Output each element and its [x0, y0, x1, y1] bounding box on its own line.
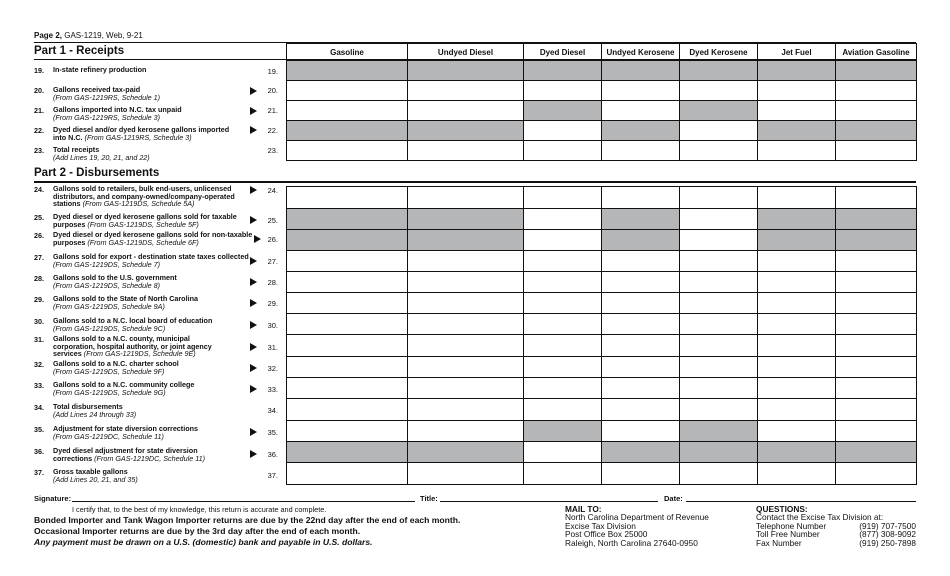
entry-cell[interactable] [524, 187, 602, 209]
arrow-icon [250, 87, 257, 95]
arrow-icon [250, 278, 257, 286]
title-field[interactable] [440, 501, 658, 502]
entry-cell[interactable] [287, 251, 408, 272]
table-row [287, 121, 917, 141]
entry-cell[interactable] [602, 314, 680, 335]
contact-line [756, 539, 916, 547]
entry-cell[interactable] [836, 314, 917, 335]
shaded-cell [287, 61, 408, 81]
arrow-icon [250, 257, 257, 265]
line-label: Dyed diesel adjustment for state diversion corrections [53, 446, 198, 463]
entry-cell[interactable] [602, 378, 680, 399]
page-header [34, 31, 143, 40]
line-label: Dyed diesel and/or dyed kerosene gallons imported into N.C. [53, 125, 230, 142]
entry-cell[interactable] [680, 230, 758, 251]
entry-cell[interactable] [680, 81, 758, 101]
shaded-cell [602, 230, 680, 251]
table-row [287, 81, 917, 101]
arrow-icon [250, 216, 257, 224]
entry-cell[interactable] [680, 251, 758, 272]
entry-cell[interactable] [524, 272, 602, 293]
entry-cell[interactable] [524, 399, 602, 421]
contact-value: (919) 250-7898 [859, 537, 916, 548]
entry-cell[interactable] [287, 357, 408, 378]
line-ref: 20. [267, 86, 278, 95]
entry-cell[interactable] [408, 378, 524, 399]
table-row [287, 463, 917, 485]
disbursements-grid [286, 186, 917, 485]
entry-cell[interactable] [524, 81, 602, 101]
line-number: 23. [34, 146, 44, 155]
page-label: Page 2, [34, 31, 63, 40]
entry-cell[interactable] [758, 101, 836, 121]
line-ref: 31. [267, 343, 278, 352]
shaded-cell [287, 442, 408, 463]
entry-cell[interactable] [680, 357, 758, 378]
line-ref: 28. [267, 278, 278, 287]
line-ref: 29. [267, 299, 278, 308]
line-label: Gallons sold to a N.C. community college [53, 380, 195, 389]
entry-cell[interactable] [836, 357, 917, 378]
line-source: (From GAS-1219DS, Schedule 5A) [82, 199, 195, 209]
entry-cell[interactable] [408, 399, 524, 421]
shaded-cell [408, 61, 524, 81]
entry-cell[interactable] [758, 399, 836, 421]
column-header: Undyed Diesel [408, 44, 524, 61]
line-number: 33. [34, 381, 44, 390]
entry-cell[interactable] [836, 251, 917, 272]
entry-cell[interactable] [836, 141, 917, 161]
table-row [287, 421, 917, 442]
entry-cell[interactable] [680, 187, 758, 209]
line-label: Dyed diesel or dyed kerosene gallons sold for non-taxable purposes [53, 230, 253, 247]
part1-title: Part 1 - Receipts [34, 45, 125, 57]
line-source: (From GAS-1219DS, Schedule 7) [53, 260, 161, 269]
part2-title: Part 2 - Disbursements [34, 167, 160, 179]
line-source: (From GAS-1219RS, Schedule 1) [53, 93, 161, 102]
arrow-icon [250, 450, 257, 458]
shaded-cell [758, 121, 836, 141]
shaded-cell [680, 442, 758, 463]
contact-label: Toll Free Number [756, 529, 820, 540]
line-number: 37. [34, 468, 44, 477]
entry-cell[interactable] [680, 378, 758, 399]
line-label: Gallons imported into N.C. tax unpaid [53, 105, 182, 114]
table-row [287, 442, 917, 463]
entry-cell[interactable] [602, 187, 680, 209]
line-ref: 34. [267, 406, 278, 415]
line-label: Gallons sold to the U.S. government [53, 273, 177, 282]
address-line: North Carolina Department of Revenue [565, 512, 709, 523]
line-ref: 19. [267, 67, 278, 76]
questions-intro: Contact the Excise Tax Division at: [756, 512, 884, 523]
entry-cell[interactable] [602, 335, 680, 357]
entry-cell[interactable] [287, 81, 408, 101]
entry-cell[interactable] [408, 251, 524, 272]
entry-cell[interactable] [524, 141, 602, 161]
contact-value: (877) 308-9092 [859, 529, 916, 540]
address-line: Raleigh, North Carolina 27640-0950 [565, 537, 698, 548]
entry-cell[interactable] [836, 293, 917, 314]
line-number: 26. [34, 231, 44, 240]
entry-cell[interactable] [680, 209, 758, 230]
entry-cell[interactable] [602, 141, 680, 161]
arrow-icon [250, 428, 257, 436]
line-label: Gallons sold to a N.C. charter school [53, 359, 179, 368]
line-ref: 26. [267, 235, 278, 244]
arrow-icon [250, 299, 257, 307]
line-ref: 24. [267, 186, 278, 195]
line-ref: 30. [267, 321, 278, 330]
line-ref: 25. [267, 216, 278, 225]
entry-cell[interactable] [524, 209, 602, 230]
entry-cell[interactable] [602, 463, 680, 485]
entry-cell[interactable] [408, 272, 524, 293]
entry-cell[interactable] [836, 187, 917, 209]
line-number: 27. [34, 253, 44, 262]
form-id: GAS-1219, Web, 9-21 [64, 31, 143, 40]
receipts-grid [286, 43, 917, 161]
line-number: 21. [34, 106, 44, 115]
entry-cell[interactable] [758, 81, 836, 101]
line-ref: 23. [267, 146, 278, 155]
line-label: Gallons sold to retailers, bulk end-users, unlicensed distributors, and company-owned/company-operated stations [53, 184, 235, 209]
entry-cell[interactable] [758, 421, 836, 442]
column-header: Dyed Diesel [524, 44, 602, 61]
divider [34, 181, 916, 183]
line-label: Gross taxable gallons [53, 467, 128, 476]
signature-label: Signature: [34, 494, 72, 503]
entry-cell[interactable] [524, 357, 602, 378]
entry-cell[interactable] [287, 335, 408, 357]
entry-cell[interactable] [287, 463, 408, 485]
line-label: Gallons sold to the State of North Carolina [53, 294, 198, 303]
line-label: Gallons sold to a N.C. county, municipal corporation, hospital authority, or joint agency services [53, 334, 212, 359]
table-row [287, 314, 917, 335]
table-row [287, 61, 917, 81]
column-header: Gasoline [287, 44, 408, 61]
entry-cell[interactable] [758, 314, 836, 335]
shaded-cell [680, 61, 758, 81]
table-row [287, 357, 917, 378]
entry-cell[interactable] [758, 187, 836, 209]
entry-cell[interactable] [602, 81, 680, 101]
shaded-cell [836, 230, 917, 251]
entry-cell[interactable] [408, 141, 524, 161]
table-row [287, 141, 917, 161]
line-number: 22. [34, 126, 44, 135]
line-number: 30. [34, 317, 44, 326]
arrow-icon [250, 186, 257, 194]
entry-cell[interactable] [758, 293, 836, 314]
signature-field[interactable] [72, 501, 415, 502]
column-header: Jet Fuel [758, 44, 836, 61]
shaded-cell [524, 101, 602, 121]
line-source: (From GAS-1219RS, Schedule 3) [53, 113, 161, 122]
entry-cell[interactable] [680, 399, 758, 421]
line-number: 34. [34, 403, 44, 412]
table-row [287, 251, 917, 272]
shaded-cell [408, 209, 524, 230]
line-label: Total receipts [53, 145, 100, 154]
entry-cell[interactable] [602, 251, 680, 272]
shaded-cell [758, 230, 836, 251]
mail-to-block [565, 505, 709, 547]
entry-cell[interactable] [408, 463, 524, 485]
entry-cell[interactable] [524, 335, 602, 357]
entry-cell[interactable] [602, 357, 680, 378]
line-ref: 36. [267, 450, 278, 459]
entry-cell[interactable] [758, 463, 836, 485]
table-row [287, 272, 917, 293]
line-ref: 33. [267, 385, 278, 394]
line-number: 28. [34, 274, 44, 283]
entry-cell[interactable] [680, 272, 758, 293]
shaded-cell [408, 442, 524, 463]
arrow-icon [250, 385, 257, 393]
shaded-cell [287, 121, 408, 141]
shaded-cell [524, 61, 602, 81]
entry-cell[interactable] [524, 314, 602, 335]
arrow-icon [250, 364, 257, 372]
shaded-cell [602, 442, 680, 463]
contact-value: (919) 707-7500 [859, 520, 916, 531]
table-row [287, 293, 917, 314]
line-source: (From GAS-1219RS, Schedule 3) [84, 133, 192, 142]
line-source: (From GAS-1219DS, Schedule 9F) [53, 367, 165, 376]
entry-cell[interactable] [602, 399, 680, 421]
note-line: Bonded Importer and Tank Wagon Importer returns are due by the 22nd day after the end of each month. [34, 515, 461, 525]
line-label: Gallons sold for export - destination state taxes collected [53, 252, 249, 261]
shaded-cell [602, 209, 680, 230]
line-source: (Add Lines 24 through 33) [53, 410, 137, 419]
line-source: (Add Lines 20, 21, and 35) [53, 475, 138, 484]
line-number: 19. [34, 66, 44, 75]
shaded-cell [758, 442, 836, 463]
column-header: Aviation Gasoline [836, 44, 917, 61]
entry-cell[interactable] [758, 272, 836, 293]
entry-cell[interactable] [836, 378, 917, 399]
entry-cell[interactable] [758, 357, 836, 378]
line-source: (Add Lines 19, 20, 21, and 22) [53, 153, 150, 162]
line-label: Dyed diesel or dyed kerosene gallons sold for taxable purposes [53, 212, 237, 229]
line-label: Gallons received tax-paid [53, 85, 141, 94]
shaded-cell [836, 121, 917, 141]
shaded-cell [408, 121, 524, 141]
entry-cell[interactable] [287, 421, 408, 442]
arrow-icon [250, 126, 257, 134]
line-number: 32. [34, 360, 44, 369]
questions-block [756, 505, 916, 547]
address-line: Post Office Box 25000 [565, 529, 648, 540]
shaded-cell [287, 209, 408, 230]
entry-cell[interactable] [758, 335, 836, 357]
column-header: Dyed Kerosene [680, 44, 758, 61]
line-source: (From GAS-1219DS, Schedule 5F) [87, 220, 199, 229]
shaded-cell [836, 61, 917, 81]
line-label: Gallons sold to a N.C. local board of education [53, 316, 213, 325]
entry-cell[interactable] [836, 399, 917, 421]
arrow-icon [250, 343, 257, 351]
entry-cell[interactable] [758, 378, 836, 399]
note-line: Any payment must be drawn on a U.S. (domestic) bank and payable in U.S. dollars. [34, 537, 373, 547]
entry-cell[interactable] [287, 187, 408, 209]
line-ref: 27. [267, 257, 278, 266]
entry-cell[interactable] [680, 293, 758, 314]
entry-cell[interactable] [408, 81, 524, 101]
entry-cell[interactable] [408, 101, 524, 121]
line-source: (From GAS-1219DS, Schedule 9C) [53, 324, 166, 333]
line-ref: 37. [267, 471, 278, 480]
entry-cell[interactable] [836, 101, 917, 121]
arrow-icon [254, 235, 261, 243]
line-source: (From GAS-1219DC, Schedule 11) [53, 432, 164, 441]
entry-cell[interactable] [287, 399, 408, 421]
table-row [287, 399, 917, 421]
shaded-cell [758, 61, 836, 81]
entry-cell[interactable] [524, 442, 602, 463]
filing-notes [34, 515, 460, 548]
entry-cell[interactable] [408, 314, 524, 335]
questions-heading: QUESTIONS: [756, 504, 808, 514]
entry-cell[interactable] [287, 272, 408, 293]
entry-cell[interactable] [524, 463, 602, 485]
entry-cell[interactable] [408, 335, 524, 357]
entry-cell[interactable] [408, 357, 524, 378]
line-label: Adjustment for state diversion corrections [53, 424, 198, 433]
entry-cell[interactable] [680, 314, 758, 335]
shaded-cell [602, 61, 680, 81]
line-source: (From GAS-1219DS, Schedule 9E) [83, 349, 196, 359]
entry-cell[interactable] [287, 141, 408, 161]
line-number: 36. [34, 447, 44, 456]
mail-to-heading: MAIL TO: [565, 504, 602, 514]
entry-cell[interactable] [524, 121, 602, 141]
shaded-cell [836, 209, 917, 230]
line-ref: 22. [267, 126, 278, 135]
entry-cell[interactable] [602, 421, 680, 442]
line-source: (From GAS-1219DC, Schedule 11) [94, 454, 206, 463]
table-row [287, 230, 917, 251]
entry-cell[interactable] [758, 141, 836, 161]
entry-cell[interactable] [758, 251, 836, 272]
arrow-icon [250, 321, 257, 329]
entry-cell[interactable] [836, 272, 917, 293]
line-number: 20. [34, 86, 44, 95]
entry-cell[interactable] [836, 421, 917, 442]
line-source: (From GAS-1219DS, Schedule 9G) [53, 388, 166, 397]
line-label: Total disbursements [53, 402, 123, 411]
line-number: 24. [34, 185, 44, 194]
shaded-cell [287, 230, 408, 251]
address-line: Excise Tax Division [565, 520, 636, 531]
line-number: 35. [34, 425, 44, 434]
entry-cell[interactable] [680, 121, 758, 141]
shaded-cell [680, 101, 758, 121]
entry-cell[interactable] [680, 463, 758, 485]
title-label: Title: [420, 494, 438, 503]
entry-cell[interactable] [287, 314, 408, 335]
entry-cell[interactable] [287, 378, 408, 399]
entry-cell[interactable] [836, 463, 917, 485]
entry-cell[interactable] [524, 251, 602, 272]
date-field[interactable] [686, 501, 916, 502]
table-row [287, 378, 917, 399]
line-label: In-state refinery production [53, 65, 147, 74]
line-number: 31. [34, 335, 44, 344]
entry-cell[interactable] [680, 141, 758, 161]
line-ref: 32. [267, 364, 278, 373]
entry-cell[interactable] [836, 335, 917, 357]
table-row [287, 187, 917, 209]
entry-cell[interactable] [408, 187, 524, 209]
line-source: (From GAS-1219DS, Schedule 9A) [53, 302, 165, 311]
entry-cell[interactable] [836, 81, 917, 101]
entry-cell[interactable] [680, 335, 758, 357]
shaded-cell [602, 121, 680, 141]
entry-cell[interactable] [408, 421, 524, 442]
shaded-cell [836, 442, 917, 463]
entry-cell[interactable] [602, 101, 680, 121]
table-row [287, 209, 917, 230]
line-number: 25. [34, 213, 44, 222]
certification-statement: I certify that, to the best of my knowledge, this return is accurate and complete. [72, 505, 327, 514]
table-row [287, 101, 917, 121]
shaded-cell [758, 209, 836, 230]
table-row [287, 335, 917, 357]
entry-cell[interactable] [524, 378, 602, 399]
contact-label: Fax Number [756, 537, 802, 548]
shaded-cell [680, 421, 758, 442]
line-ref: 21. [267, 106, 278, 115]
shaded-cell [408, 230, 524, 251]
entry-cell[interactable] [287, 101, 408, 121]
line-number: 29. [34, 295, 44, 304]
note-line: Occasional Importer returns are due by the 3rd day after the end of each month. [34, 526, 361, 536]
entry-cell[interactable] [287, 293, 408, 314]
column-header: Undyed Kerosene [602, 44, 680, 61]
contact-label: Telephone Number [756, 520, 827, 531]
entry-cell[interactable] [524, 293, 602, 314]
entry-cell[interactable] [408, 293, 524, 314]
date-label: Date: [664, 494, 683, 503]
entry-cell[interactable] [602, 293, 680, 314]
arrow-icon [250, 107, 257, 115]
line-source: (From GAS-1219DS, Schedule 8) [53, 281, 161, 290]
line-ref: 35. [267, 428, 278, 437]
shaded-cell [524, 421, 602, 442]
entry-cell[interactable] [602, 272, 680, 293]
entry-cell[interactable] [524, 230, 602, 251]
line-source: (From GAS-1219DS, Schedule 6F) [87, 238, 199, 247]
